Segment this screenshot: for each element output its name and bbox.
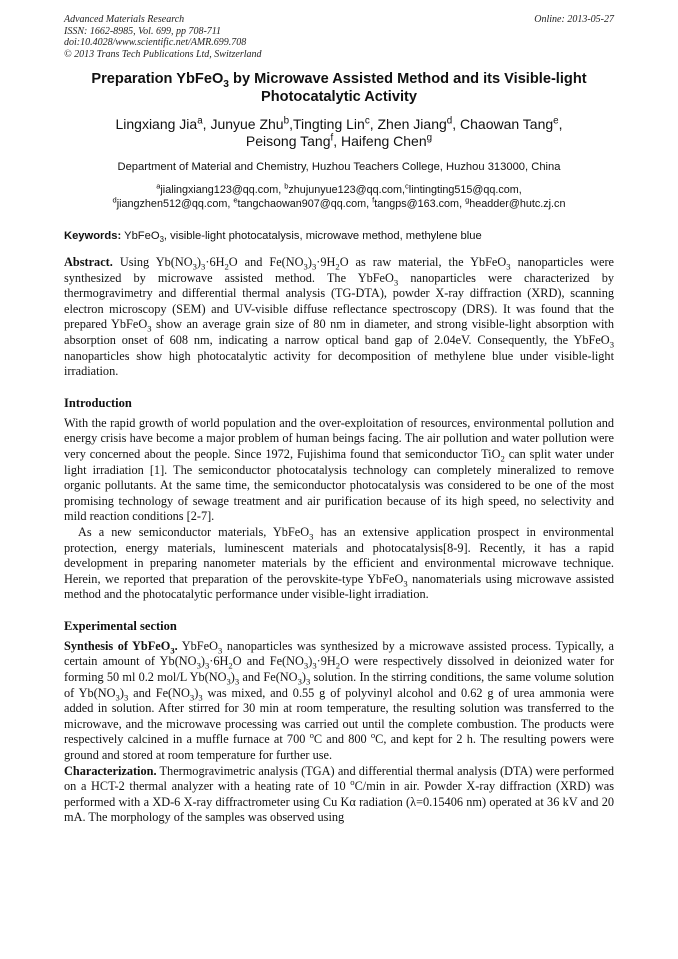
paper-page [64,14,614,826]
characterization-paragraph: Characterization. Thermogravimetric analysis (TGA) and differential thermal analysis (DTA) were performed on a HCT-2 thermal analyzer with a heating rate of 10 $^o$C/min in air. Powder X-ray diffraction (XRD) was performed with a XD-6 X-ray diffractrometer using Cu Kα radiation (λ=0.15406 nm) operated at 36 kV and 20 mA. The morphology of the samples was observed using [64,763,614,825]
email-address[interactable]: $^c$lintingting515@qq.com, [405,181,522,196]
abstract-label: Abstract. [64,255,113,269]
email-list [64,183,614,211]
issn-line: ISSN: 1662-8985, Vol. 699, pp 708-711 [64,25,222,37]
experimental-heading: Experimental section [64,618,177,633]
author-name: Chaowan Tang$^e$, [460,115,563,132]
author-list [64,116,614,150]
email-address[interactable]: $^b$zhujunyue123@qq.com, [284,181,406,196]
journal-header [64,14,614,60]
paper-title: Preparation YbFeO$_3$ by Microwave Assisted Method and its Visible-light Photocatalytic Activity [91,71,587,105]
intro-paragraph-2: As a new semiconductor materials, YbFeO$_3$ has an extensive application prospect in environmental protection, energy materials, luminescent materials and photocatalysis[8-9]. Recently, it has a rapid development in preparing nanometer materials by the efficient and environmental microwave technique. Herein, we reported that preparation of the perovskite-type YbFeO$_3$ nanomaterials using microwave assisted method and the photocatalytic performance under visible-light irradiation. [64,524,614,602]
synthesis-label: Synthesis of YbFeO$_3$. [64,638,178,656]
author-name: Lingxiang Jia$^a$, [115,115,211,132]
synthesis-paragraph: Synthesis of YbFeO$_3$. YbFeO$_3$ nanoparticles was synthesized by a microwave assisted process. Typically, a certain amount of $Yb(NO_3)_3\cdot 6H_2O$ and $Fe(NO_3)_3\cdot 9H_2O$ were respectively dissolved in deionized water for forming 50 ml 0.2 mol/L $Yb(NO_3)_3$ and $Fe(NO_3)_3$ solution. In the stirring conditions, the same volume solution of $Yb(NO_3)_3$ and $Fe(NO_3)_3$ was mixed, and 0.55 g of polyvinyl alcohol and 0.62 g of urea ammonia were added in solution. After stirred for 30 min at room temperature, the resulting solution was transferred to the microwave, and the microwave processing was carried out until the complete combustion. The products were respectively calcined in a muffle furnace at 700 $^o$C and 800 $^o$C, and kept for 2 h. The resulting powers were ground and stored at room temperature for further use. [64,638,615,763]
keywords: Keywords: YbFeO$_3$, visible-light photocatalysis, microwave method, methylene blue [64,230,482,245]
email-address[interactable]: $^a$jialingxiang123@qq.com, [156,181,285,196]
email-address[interactable]: $^e$tangchaowan907@qq.com, [233,195,373,210]
keywords-label: Keywords: [64,230,122,242]
email-address[interactable]: $^d$jiangzhen512@qq.com, [112,195,234,210]
email-address[interactable]: $^g$headder@hutc.zj.cn [465,195,566,210]
abstract: Abstract. Using $Yb(NO_3)_3\cdot 6H_2O$ and $Fe(NO_3)_3\cdot 9H_2O$ as raw material, the YbFeO$_3$ nanoparticles were synthesized by microwave assisted method. The YbFeO$_3$ nanoparticles were characterized by thermogravimetry and differential thermal analysis (TG-DTA), powder X-ray diffraction (XRD), scanning electron microscopy (SEM) and UV-visible diffuse reflectance spectroscopy (DRS). It was found that the prepared YbFeO$_3$ show an average grain size of 80 nm in diameter, and strong visible-light absorption with absorption onset of 608 nm, indicating a narrow optical band gap of 2.04eV. Consequently, the YbFeO$_3$ nanoparticles show high photocatalytic activity for decomposition of methylene blue under visible-light irradiation. [64,255,614,379]
copyright-line: © 2013 Trans Tech Publications Ltd, Switzerland [64,48,262,60]
author-name: Peisong Tang$^f$, [245,132,342,149]
characterization-label: Characterization. [64,763,157,778]
author-name: Tingting Lin$^c$, [292,115,378,132]
journal-name: Advanced Materials Research [64,14,185,25]
author-name: Zhen Jiang$^d$, [377,115,461,132]
author-name: Junyue Zhu$^b$, [210,115,293,132]
email-address[interactable]: $^f$tangps@163.com, [372,195,466,210]
affiliation: Department of Material and Chemistry, Huzhou Teachers College, Huzhou 313000, China [117,161,561,173]
doi-line: doi:10.4028/www.scientific.net/AMR.699.708 [64,37,247,48]
intro-heading: Introduction [64,395,132,410]
intro-paragraph-1: With the rapid growth of world population and the over-exploitation of resources, environmental pollution and energy crisis have become a major problem of human beings facing. The air pollution and water pollution were very concerned about the people. Since 1972, Fujishima found that semiconductor TiO$_2$ can split water under light irradiation [1]. The semiconductor photocatalysis technology can completely mineralized to remove organic pollutants. At the same time, the semiconductor photocatalysis was considered to be one of the most promising technology of sewage treatment and air purification because of its high speed, no selectivity and mild reaction conditions [2-7]. [64,415,614,524]
online-date: Online: 2013-05-27 [534,14,614,25]
author-name: Haifeng Chen$^g$ [341,132,433,149]
